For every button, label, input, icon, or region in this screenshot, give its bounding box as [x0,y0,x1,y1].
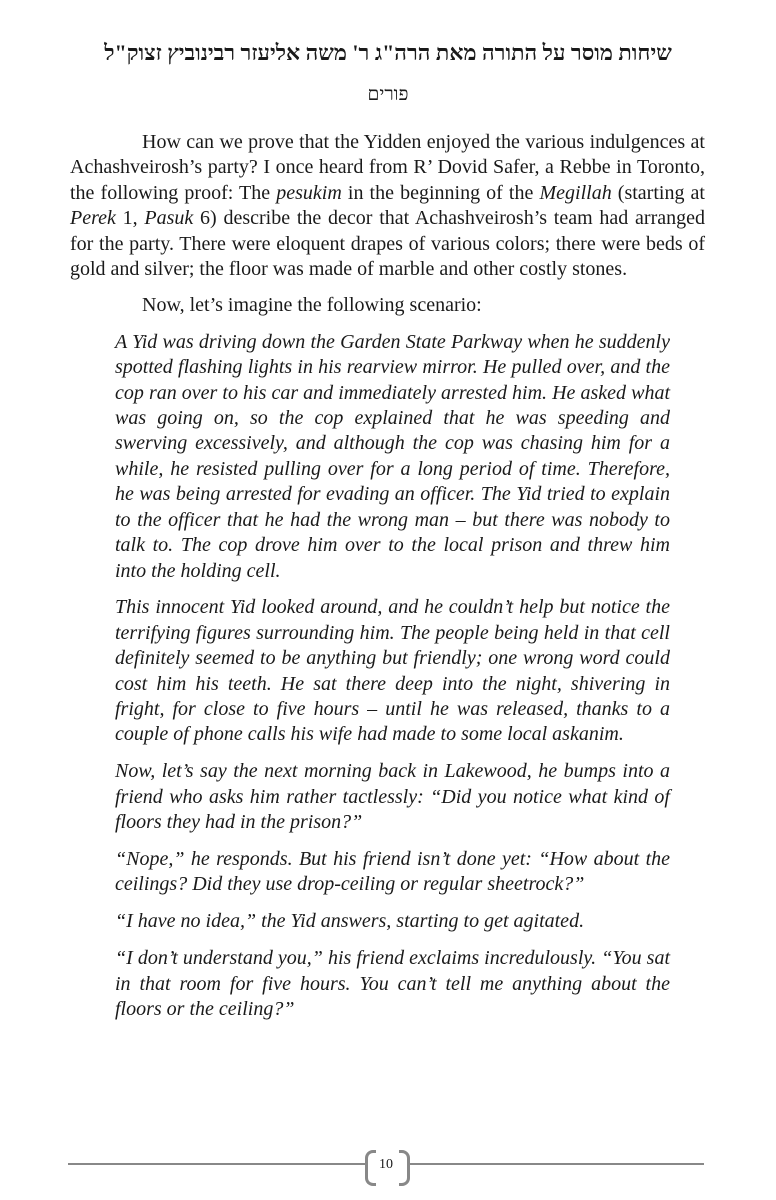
story-paragraph: Now, let’s say the next morning back in Lakewood, he bumps into a friend who asks him rather tactlessly: “Did you notice what kind of floors they had in the prison?” [115,760,670,834]
story-block [115,330,670,1023]
story-paragraph: A Yid was driving down the Garden State Parkway when he suddenly spotted flashing lights in his rearview mirror. He pulled over, and the cop ran over to his car and immediately arrested him. He asked what was going on, so the cop explained that he was speeding and swerving excessively, and although the cop was chasing him for a while, he resisted pulling over for a long period of time. Therefore, he was being arrested for evading an officer. The Yid tried to explain to the officer that he had the wrong man – but there was nobody to talk to. The cop drove him over to the local prison and threw him into the holding cell. [115,330,670,582]
page-footer [68,1150,704,1184]
story-paragraph: “I have no idea,” the Yid answers, starting to get agitated. [115,910,585,933]
text-run: How can we prove that the Yidden enjoyed the various indulgences at Achashveirosh’s party? I once heard from R’ Dovid Safer, a Rebbe in Toronto, the following proof: The [70,131,705,204]
italic-term: Pasuk [144,207,194,230]
italic-term: Megillah [539,181,612,204]
footer-rule-left [68,1163,365,1165]
paragraph-2 [70,293,705,318]
running-header-subtitle: פורים [367,84,409,105]
italic-term: Perek [70,207,116,230]
paragraph-1 [70,130,705,282]
text-run: in the beginning of the [341,181,540,204]
page-body [70,130,705,1034]
text-run: (starting at [611,181,705,204]
page-number: 10 [379,1157,393,1172]
text-run: Now, let’s imagine the following scenario: [142,294,482,317]
story-paragraph: “Nope,” he responds. But his friend isn’t done yet: “How about the ceilings? Did they use drop-ceiling or regular sheetrock?” [115,848,670,896]
running-header-title: שיחות מוסר על התורה מאת הרה"ג ר' משה אליעזר רבינוביץ זצוק"ל [104,40,672,65]
text-run: 1, [115,207,145,230]
story-paragraph: “I don’t understand you,” his friend exclaims incredulously. “You sat in that room for five hours. You can’t tell me anything about the floors or the ceiling?” [115,947,670,1021]
story-paragraph: This innocent Yid looked around, and he couldn’t help but notice the terrifying figures surrounding him. The people being held in that cell definitely seemed to be anything but friendly; one wrong word could cost him his teeth. He sat there deep into the night, shivering in fright, for close to five hours – until he was released, thanks to a couple of phone calls his wife had made to some local askanim. [115,596,670,746]
text-run: 6) describe the decor that Achashveirosh’s team had arranged for the party. There were eloquent drapes of various colors; there were beds of gold and silver; the floor was made of marble and other costly stones. [70,207,706,281]
footer-rule-right [410,1163,704,1165]
italic-term: pesukim [276,181,342,204]
